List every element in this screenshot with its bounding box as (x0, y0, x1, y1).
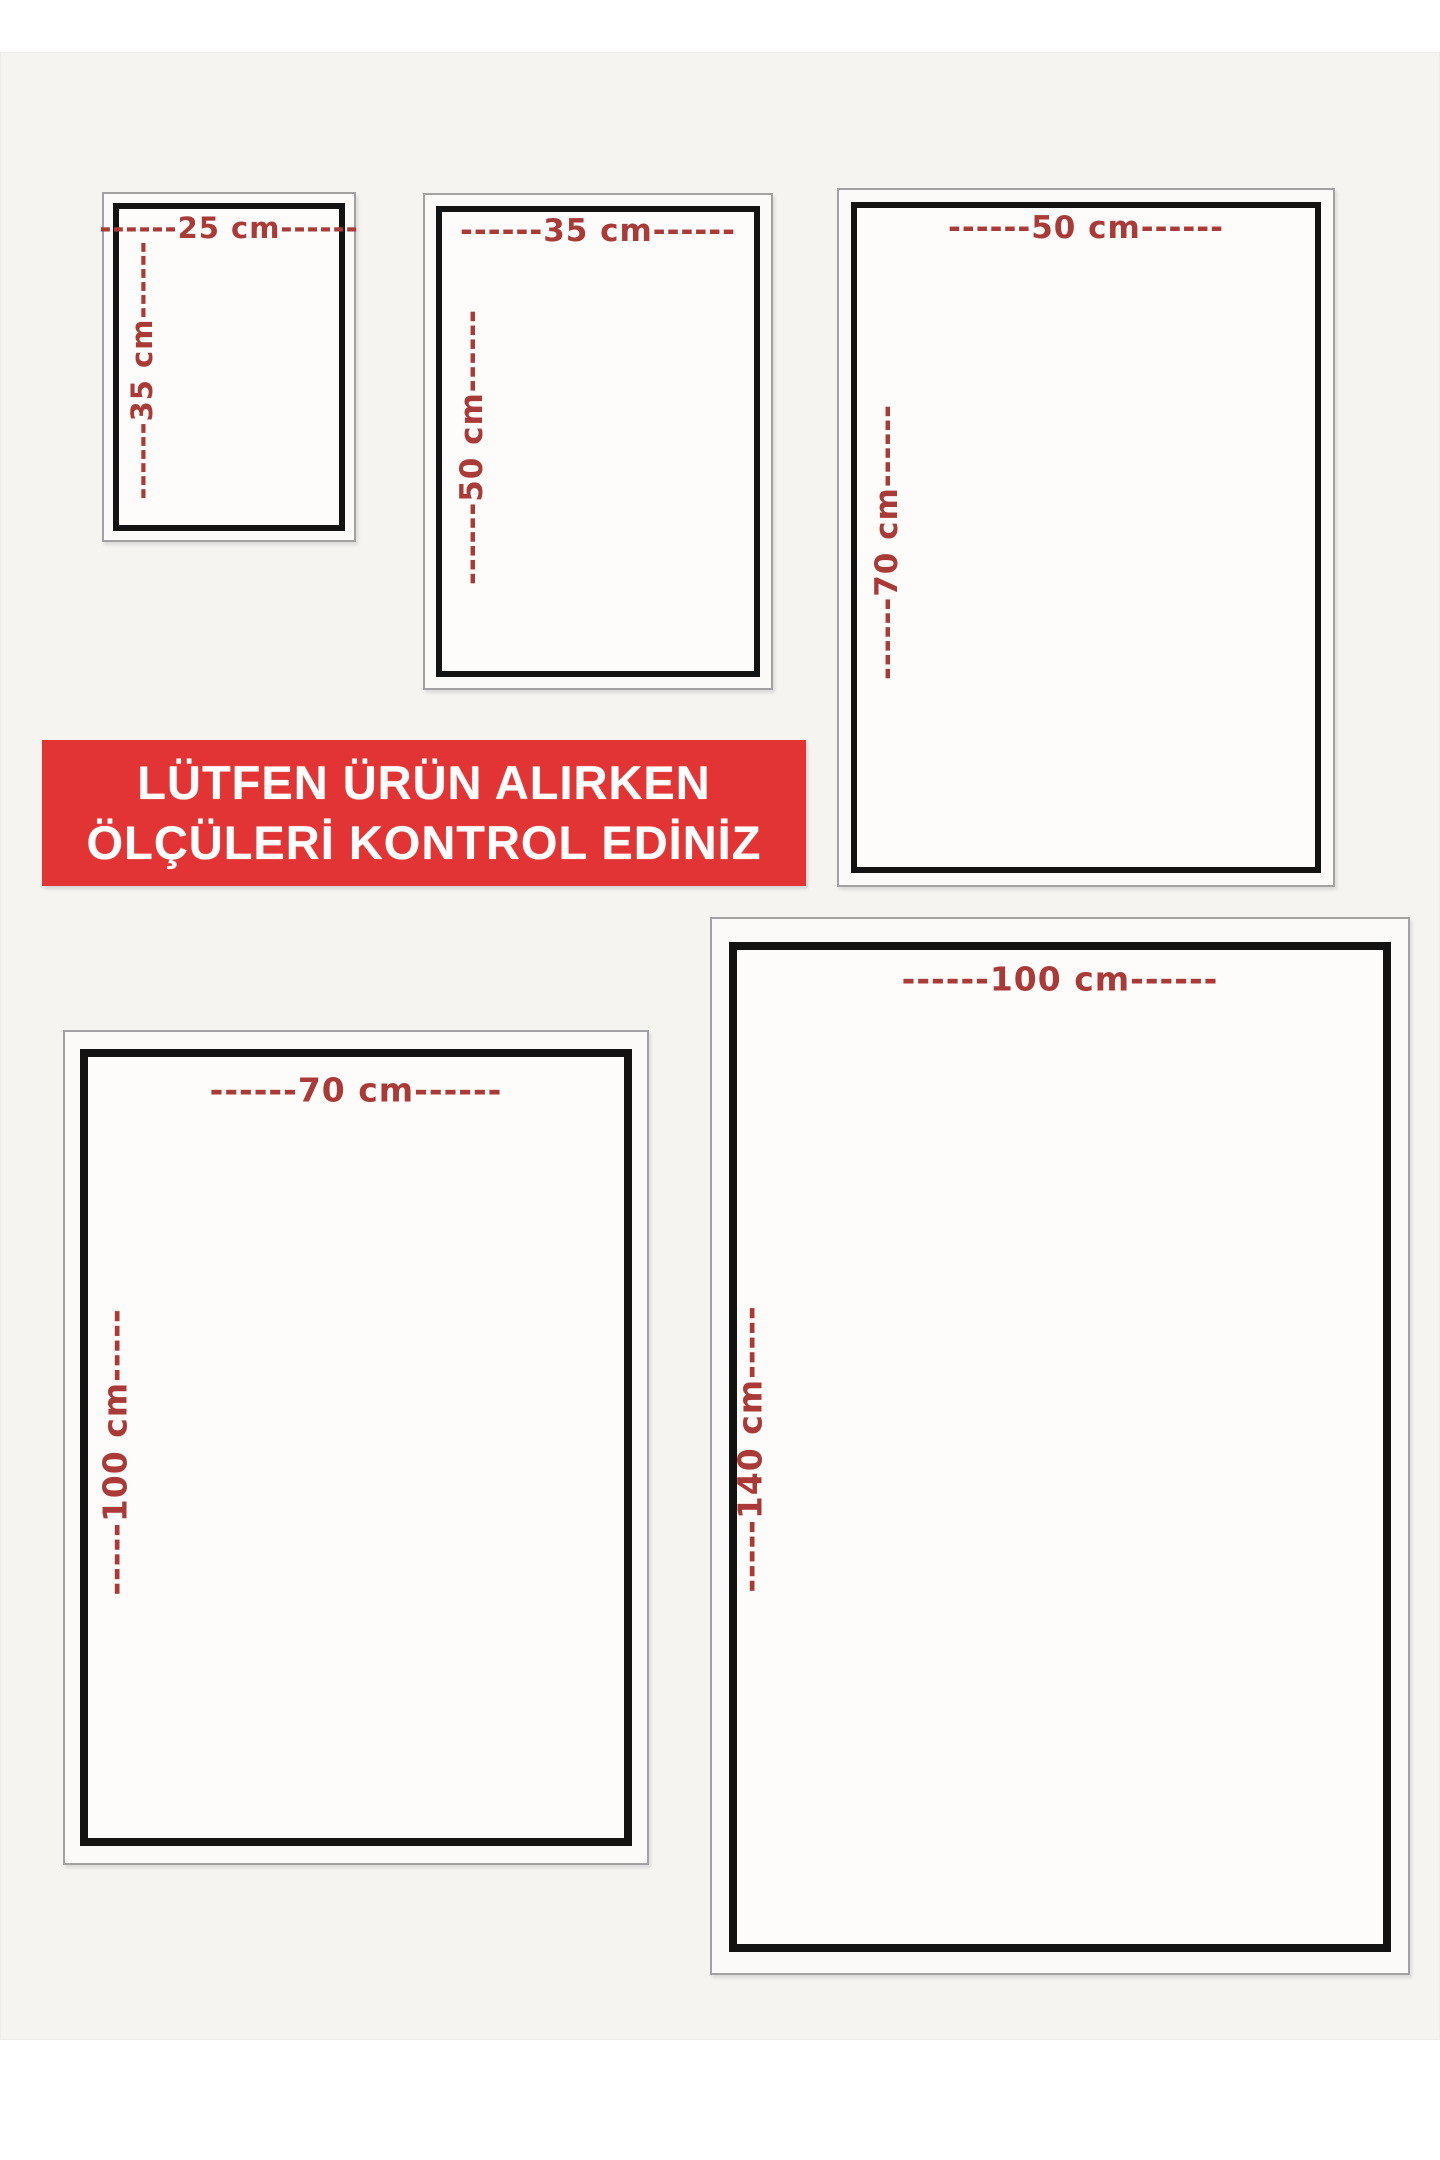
warning-banner-line2: ÖLÇÜLERİ KONTROL EDİNİZ (86, 816, 762, 869)
height-label-100cm: -----100 cm----- (95, 1308, 135, 1596)
height-label-35cm: ------35 cm------ (125, 240, 159, 500)
width-label-25cm: ------25 cm------ (99, 211, 359, 245)
warning-banner (42, 740, 806, 886)
height-label-140cm: -----140 cm----- (730, 1305, 770, 1593)
size-box-50x70-inner-border (851, 202, 1321, 873)
size-box-70x100 (63, 1030, 649, 1865)
size-box-70x100-inner-border (80, 1049, 632, 1846)
size-box-50x70 (837, 188, 1335, 887)
height-label-70cm: ------70 cm------ (869, 403, 905, 681)
warning-banner-line1: LÜTFEN ÜRÜN ALIRKEN (137, 756, 711, 810)
width-label-70cm: ------70 cm------ (209, 1070, 503, 1110)
width-label-35cm: ------35 cm------ (459, 213, 737, 249)
size-box-25x35 (99, 192, 359, 542)
width-label-100cm: ------100 cm------ (901, 959, 1219, 999)
width-label-50cm: ------50 cm------ (947, 210, 1225, 246)
size-box-35x50 (423, 193, 773, 690)
height-label-50cm: ------50 cm------ (454, 308, 490, 586)
size-box-100x140 (710, 917, 1410, 1975)
size-box-100x140-inner-border (729, 942, 1391, 1952)
